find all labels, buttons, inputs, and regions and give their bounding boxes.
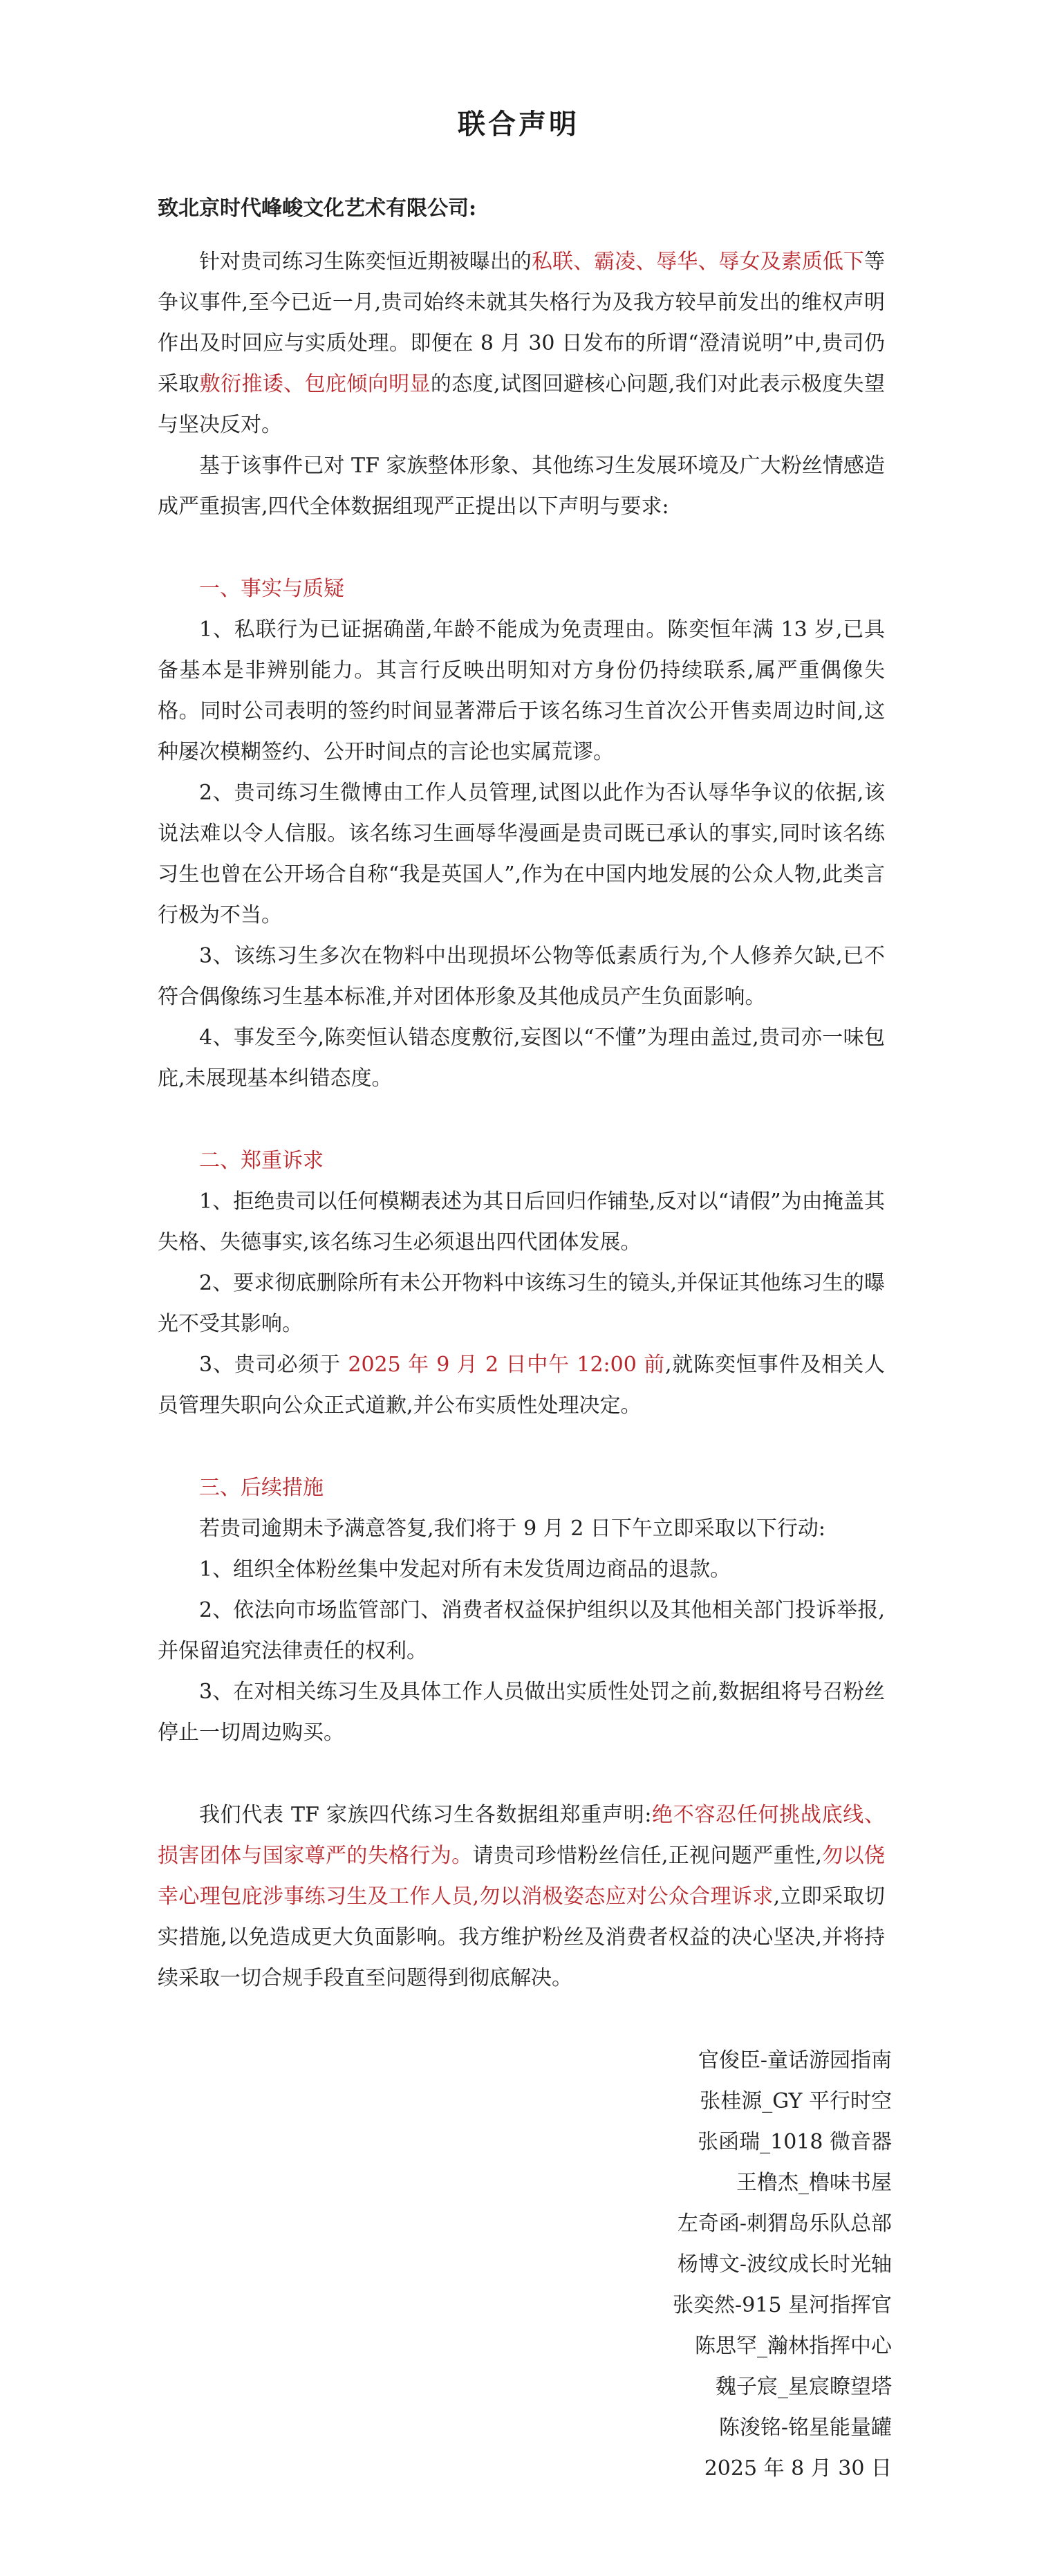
deadline-text-2: ,就陈奕恒事件及相关人员管理失职向公众正式道歉,并公布实质性处理决定。	[158, 1353, 885, 1418]
closing-highlight-1: 绝不容忍任何挑战底线、损害团体与国家尊严的失格行为。	[158, 1803, 885, 1868]
signature: 陈浚铭-铭星能量罐	[718, 2416, 892, 2440]
closing-text-3: ,立即采取切实措施,以免造成更大负面影响。我方维护粉丝及消费者权益的决心坚决,并将持续采取一切合规手段直至问题得到彻底解决。	[158, 1884, 885, 1990]
section-heading-facts: 一、事实与质疑	[199, 577, 344, 601]
demands-item: 2、要求彻底删除所有未公开物料中该练习生的镜头,并保证其他练习生的曝光不受其影响。	[158, 1271, 885, 1336]
facts-item: 3、该练习生多次在物料中出现损坏公物等低素质行为,个人修养欠缺,已不符合偶像练习生基本标准,并对团体形象及其他成员产生负面影响。	[158, 944, 885, 1009]
intro-text-1: 针对贵司练习生陈奕恒近期被曝出的	[199, 250, 532, 274]
deadline-text-1: 3、贵司必须于	[199, 1353, 348, 1377]
facts-item: 4、事发至今,陈奕恒认错态度敷衍,妄图以“不懂”为理由盖过,贵司亦一味包庇,未展现基本纠错态度。	[158, 1026, 885, 1091]
document-date: 2025 年 8 月 30 日	[704, 2456, 892, 2481]
document-title: 联合声明	[458, 108, 579, 140]
intro-paragraph	[158, 241, 885, 445]
signature: 张桂源_GY 平行时空	[700, 2089, 892, 2113]
demands-item: 1、拒绝贵司以任何模糊表述为其日后回归作铺垫,反对以“请假”为由掩盖其失格、失德事实,该名练习生必须退出四代团体发展。	[158, 1189, 885, 1254]
section-heading-measures: 三、后续措施	[199, 1476, 324, 1500]
demands-item-deadline	[158, 1344, 885, 1426]
measures-intro: 若贵司逾期未予满意答复,我们将于 9 月 2 日下午立即采取以下行动:	[199, 1517, 825, 1541]
signature: 王橹杰_橹味书屋	[736, 2171, 892, 2195]
intro-highlight-1: 私联、霸凌、辱华、辱女及素质低下	[532, 250, 864, 274]
signature: 张奕然-915 星河指挥官	[673, 2293, 892, 2317]
signature: 杨博文-波纹成长时光轴	[677, 2252, 892, 2277]
signature-block	[673, 2040, 892, 2489]
intro-text-2: 等争议事件,至今已近一月,贵司始终未就其失格行为及我方较早前发出的维权声明作出及时回应与实质处理。即便在 8 月 30 日发布的所谓“澄清说明”中,贵司仍采取	[158, 250, 885, 396]
facts-item: 1、私联行为已证据确凿,年龄不能成为免责理由。陈奕恒年满 13 岁,已具备基本是非辨别能力。其言行反映出明知对方身份仍持续联系,属严重偶像失格。同时公司表明的签约时间显著滞后于该名练习生首次公开售卖周边时间,这种屡次模糊签约、公开时间点的言论也实属荒谬。	[158, 618, 885, 764]
signature: 陈思罕_瀚林指挥中心	[695, 2334, 892, 2358]
deadline-highlight: 2025 年 9 月 2 日中午 12:00 前	[348, 1353, 666, 1377]
facts-item: 2、贵司练习生微博由工作人员管理,试图以此作为否认辱华争议的依据,该说法难以令人信服。该名练习生画辱华漫画是贵司既已承认的事实,同时该名练习生也曾在公开场合自称“我是英国人”,作为在中国内地发展的公众人物,此类言行极为不当。	[158, 781, 885, 927]
closing-text-1: 我们代表 TF 家族四代练习生各数据组郑重声明:	[199, 1803, 652, 1827]
document-body	[158, 188, 885, 1999]
signature: 左奇函-刺猬岛乐队总部	[677, 2212, 892, 2236]
measures-item: 2、依法向市场监管部门、消费者权益保护组织以及其他相关部门投诉举报,并保留追究法律责任的权利。	[158, 1598, 885, 1663]
measures-item: 3、在对相关练习生及具体工作人员做出实质性处罚之前,数据组将号召粉丝停止一切周边购买。	[158, 1680, 885, 1745]
intro-paragraph-2: 基于该事件已对 TF 家族整体形象、其他练习生发展环境及广大粉丝情感造成严重损害,四代全体数据组现严正提出以下声明与要求:	[158, 454, 885, 519]
signature: 张函瑞_1018 微音器	[698, 2130, 892, 2154]
addressee: 致北京时代峰峻文化艺术有限公司:	[158, 196, 477, 221]
closing-highlight-2: 勿以侥幸心理包庇涉事练习生及工作人员,勿以消极姿态应对公众合理诉求	[158, 1844, 886, 1909]
signature: 官俊臣-童话游园指南	[698, 2048, 892, 2073]
closing-text-2: 请贵司珍惜粉丝信任,正视问题严重性,	[472, 1844, 822, 1868]
intro-highlight-2: 敷衍推诿、包庇倾向明显	[199, 372, 431, 396]
measures-item: 1、组织全体粉丝集中发起对所有未发货周边商品的退款。	[199, 1557, 731, 1582]
section-heading-demands: 二、郑重诉求	[199, 1149, 324, 1173]
signature: 魏子宸_星宸瞭望塔	[716, 2375, 892, 2399]
intro-text-3: 的态度,试图回避核心问题,我们对此表示极度失望与坚决反对。	[158, 372, 886, 437]
closing-paragraph	[158, 1795, 885, 1999]
